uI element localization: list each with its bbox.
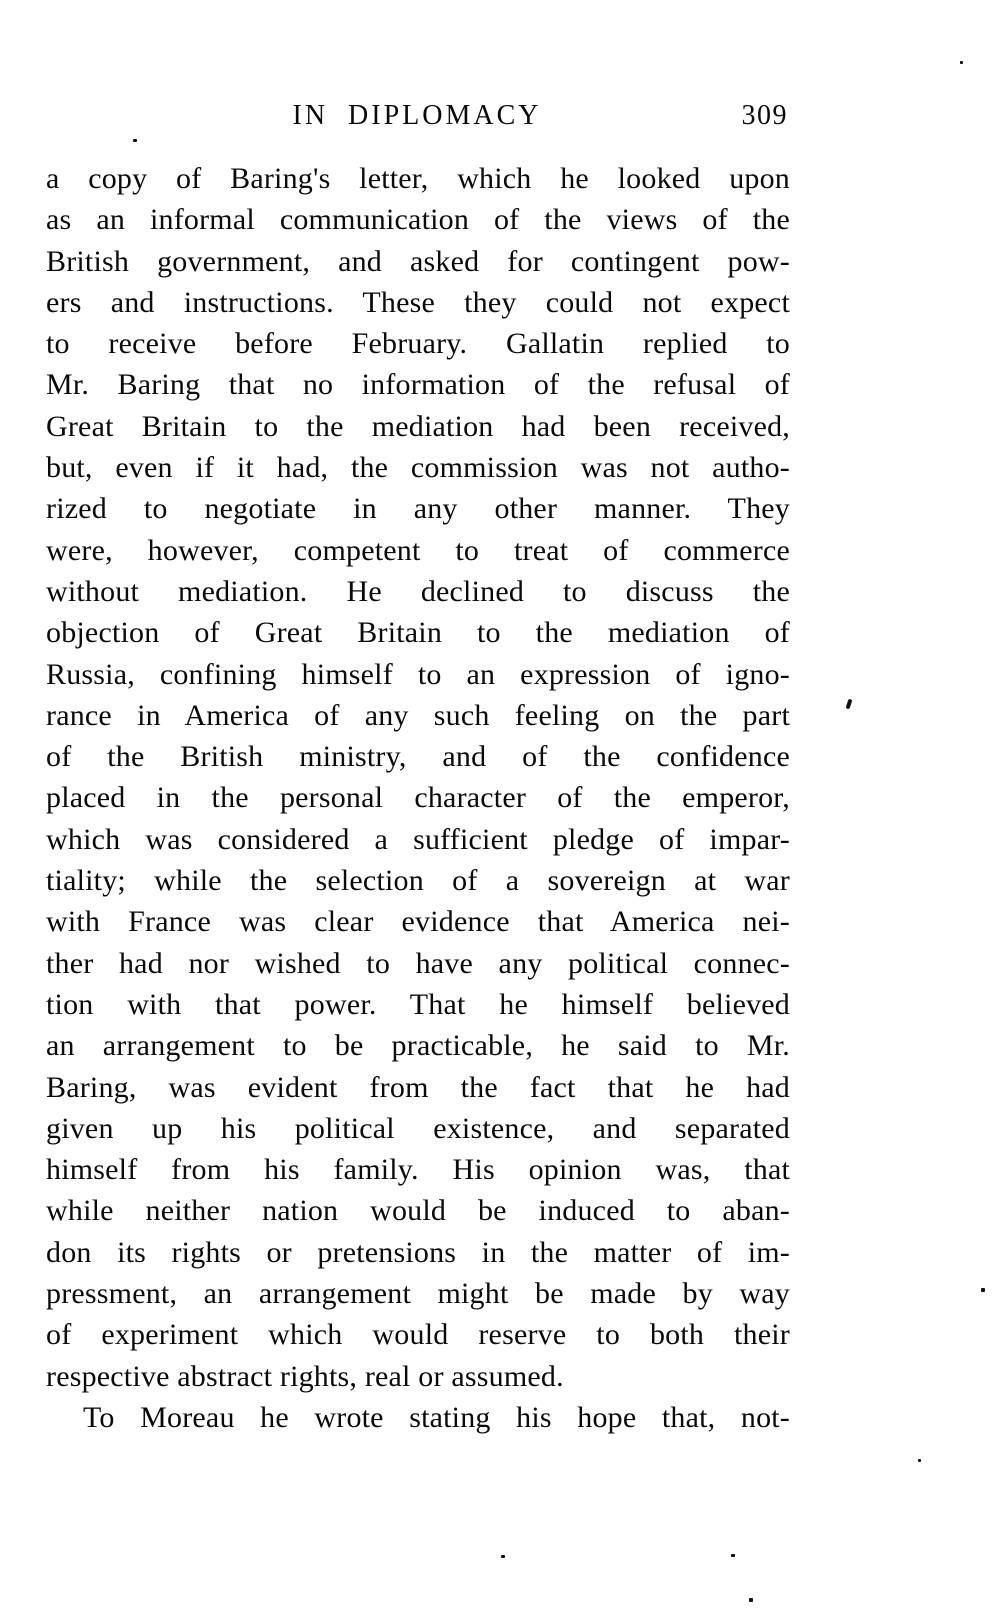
text-line: with France was clear evidence that America nei- bbox=[46, 905, 790, 939]
text-line: To Moreau he wrote stating his hope that, not- bbox=[83, 1400, 790, 1434]
text-line: Mr. Baring that no information of the refusal of bbox=[46, 368, 790, 402]
text-line: ther had nor wished to have any political connec- bbox=[46, 946, 790, 980]
text-line: which was considered a sufficient pledge of impar- bbox=[46, 822, 790, 856]
scan-speck bbox=[981, 1288, 985, 1292]
text-line: given up his political existence, and separated bbox=[46, 1111, 790, 1145]
text-line: rized to negotiate in any other manner. They bbox=[46, 492, 790, 526]
text-line: to receive before February. Gallatin replied to bbox=[46, 327, 790, 361]
text-line: an arrangement to be practicable, he said to Mr. bbox=[46, 1029, 790, 1063]
text-line: of the British ministry, and of the confidence bbox=[46, 740, 790, 774]
text-line: tion with that power. That he himself believed bbox=[46, 987, 790, 1021]
text-line: while neither nation would be induced to aban- bbox=[46, 1194, 790, 1228]
text-line: ers and instructions. These they could not expect bbox=[46, 285, 790, 319]
scan-speck bbox=[918, 1459, 921, 1462]
text-line: without mediation. He declined to discuss the bbox=[46, 574, 790, 608]
text-line: of experiment which would reserve to both their bbox=[46, 1318, 790, 1352]
text-line: pressment, an arrangement might be made by way bbox=[46, 1277, 790, 1311]
scan-speck bbox=[501, 1555, 505, 1558]
text-line: tiality; while the selection of a sovereign at war bbox=[46, 864, 790, 898]
text-line: Baring, was evident from the fact that he had bbox=[46, 1070, 790, 1104]
scan-speck bbox=[749, 1598, 753, 1602]
running-title: IN DIPLOMACY bbox=[292, 100, 542, 131]
text-line: objection of Great Britain to the mediation of bbox=[46, 616, 790, 650]
running-header bbox=[46, 101, 788, 135]
text-line: himself from his family. His opinion was, that bbox=[46, 1153, 790, 1187]
page-text bbox=[46, 158, 790, 1438]
scan-speck bbox=[846, 699, 853, 710]
text-line: rance in America of any such feeling on the part bbox=[46, 698, 790, 732]
text-line: Great Britain to the mediation had been received, bbox=[46, 409, 790, 443]
page-number: 309 bbox=[741, 100, 788, 131]
text-line: British government, and asked for contingent pow- bbox=[46, 244, 790, 278]
text-line: placed in the personal character of the emperor, bbox=[46, 781, 790, 815]
text-line: as an informal communication of the views of the bbox=[46, 203, 790, 237]
text-line: Russia, confining himself to an expression of igno- bbox=[46, 657, 790, 691]
text-line: but, even if it had, the commission was not autho- bbox=[46, 451, 790, 485]
text-line: respective abstract rights, real or assumed. bbox=[46, 1359, 564, 1393]
scan-speck bbox=[133, 139, 137, 142]
scan-speck bbox=[731, 1554, 735, 1557]
text-line: don its rights or pretensions in the matter of im- bbox=[46, 1235, 790, 1269]
scan-speck bbox=[960, 61, 963, 64]
text-line: were, however, competent to treat of commerce bbox=[46, 533, 790, 567]
text-line: a copy of Baring's letter, which he looked upon bbox=[46, 162, 790, 195]
